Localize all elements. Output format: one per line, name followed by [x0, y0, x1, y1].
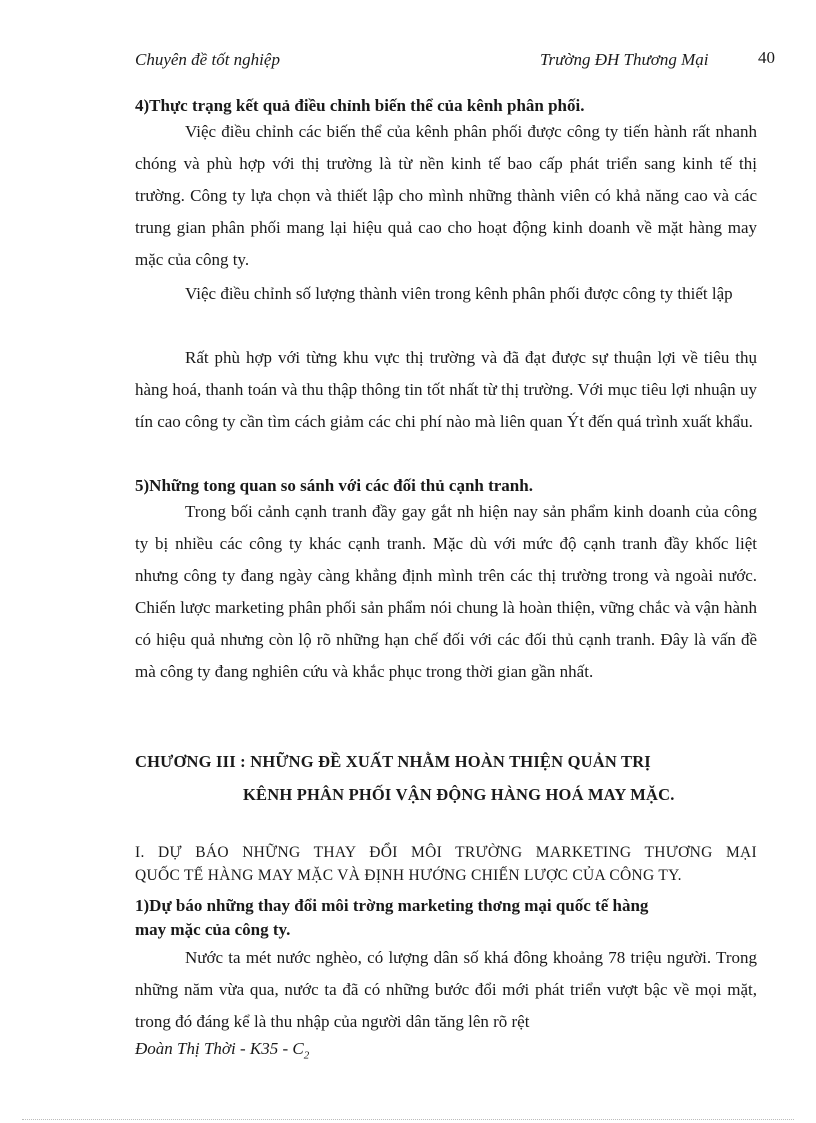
section-5-paragraph-1: Trong bối cảnh cạnh tranh đầy gay gắt nh hiện nay sản phẩm kinh doanh của công ty bị nhiều các công ty khác cạnh tranh. Mặc dù với mức độ cạnh tranh đầy khốc liệt nhưng công ty đang ngày càng khẳng định mình trên các thị trường trong và ngoài nước. Chiến lược marketing phân phối sản phẩm nói chung là hoàn thiện, vững chắc và vận hành có hiệu quả nhưng còn lộ rõ những hạn chế đối với các đối thủ cạnh tranh. Đây là vấn đề mà công ty đang nghiên cứu và khắc phục trong thời gian gần nhất. — [135, 502, 757, 681]
part-I-heading-line-1: I. DỰ BÁO NHỮNG THAY ĐỔI MÔI TRƯỜNG MARKETING THƯƠNG MẠI — [135, 844, 757, 861]
section-5-heading: 5)Những tong quan so sánh với các đối thủ cạnh tranh. — [135, 476, 533, 495]
section-4-heading: 4)Thực trạng kết quả điều chỉnh biến thể của kênh phân phối. — [135, 96, 585, 115]
page-number: 40 — [758, 48, 775, 67]
section-4-paragraph-2: Việc điều chỉnh số lượng thành viên trong kênh phân phối được công ty thiết lập — [185, 284, 733, 303]
page-footer — [135, 1039, 309, 1061]
section-1-heading-line-2: may mặc của công ty. — [135, 920, 291, 939]
section-1-heading-line-1: 1)Dự báo những thay đổi môi trờng marketing thơng mại quốc tế hàng — [135, 896, 649, 915]
footer-subscript: 2 — [303, 1049, 310, 1062]
section-1-paragraph-1: Nước ta mét nước nghèo, có lượng dân số khá đông khoảng 78 triệu người. Trong những năm vừa qua, nước ta đã có những bước đổi mới phát triển vượt bậc về mọi mặt, trong đó đáng kể là thu nhập của người dân tăng lên rõ rệt — [135, 948, 757, 1031]
page-bottom-border — [22, 1119, 794, 1120]
page-header-left: Chuyên đề tốt nghiệp — [135, 50, 280, 69]
page-header-right: Trường ĐH Thương Mại — [540, 50, 709, 69]
section-4-paragraph-3: Rất phù hợp với từng khu vực thị trường và đã đạt được sự thuận lợi về tiêu thụ hàng hoá, thanh toán và thu thập thông tin tốt nhất từ thị trường. Với mục tiêu lợi nhuận uy tín cao công ty cần tìm cách giảm các chi phí nào mà liên quan Ýt đến quá trình xuất khẩu. — [135, 348, 757, 431]
chapter-title-line-2: KÊNH PHÂN PHỐI VẬN ĐỘNG HÀNG HOÁ MAY MẶC. — [243, 785, 675, 804]
chapter-title-line-1: CHƯƠNG III : NHỮNG ĐỀ XUẤT NHẰM HOÀN THIỆN QUẢN TRỊ — [135, 752, 651, 771]
footer-text: Đoàn Thị Thời - K35 - C — [135, 1039, 304, 1058]
section-4-paragraph-1: Việc điều chỉnh các biến thể của kênh phân phối được công ty tiến hành rất nhanh chóng và phù hợp với thị trường là từ nền kinh tế bao cấp phát triển sang kinh tế thị trường. Công ty lựa chọn và thiết lập cho mình những thành viên có khả năng cao và các trung gian phân phối mang lại hiệu quả cao cho hoạt động kinh doanh về mặt hàng may mặc của công ty. — [135, 122, 757, 269]
part-I-heading-line-2: QUỐC TẾ HÀNG MAY MẶC VÀ ĐỊNH HƯỚNG CHIẾN LƯỢC CỦA CÔNG TY. — [135, 867, 682, 884]
